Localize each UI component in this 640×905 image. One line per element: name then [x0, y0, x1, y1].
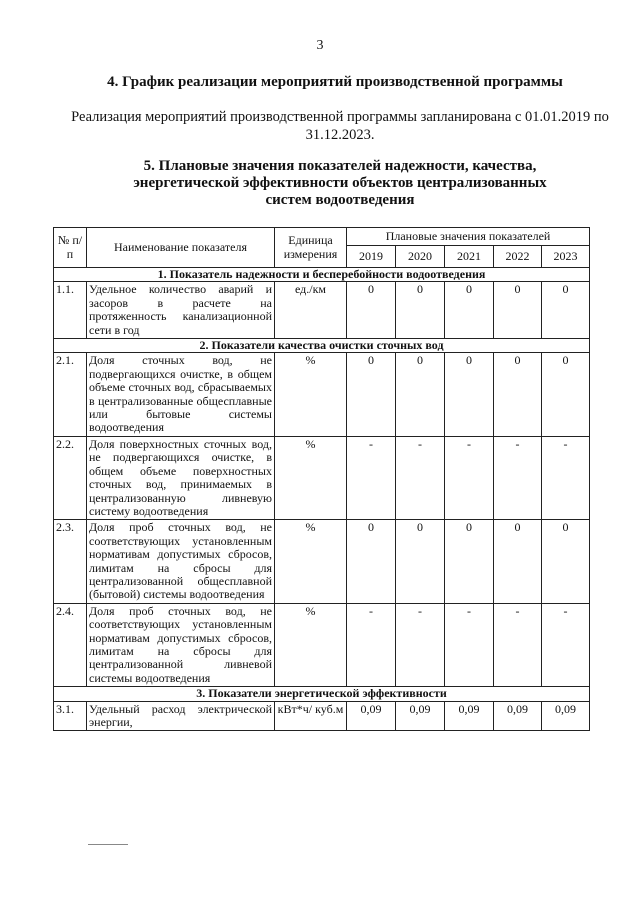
indicator-name: Удельное количество аварий и засоров в расчете на протяженность канализационной сети в год	[87, 282, 275, 339]
table-row	[54, 282, 590, 339]
section-row	[54, 268, 590, 282]
value: 0,09	[445, 701, 494, 731]
section-row	[54, 687, 590, 701]
value: 0	[445, 520, 494, 603]
unit: ед./км	[275, 282, 347, 339]
value: 0	[445, 282, 494, 339]
value: 0	[347, 353, 396, 436]
section-4-title: 4. График реализации мероприятий производственной программы	[107, 74, 563, 90]
value: -	[445, 603, 494, 686]
row-number: 2.4.	[54, 603, 87, 686]
value: -	[347, 603, 396, 686]
value: 0	[347, 282, 396, 339]
table-row	[54, 353, 590, 436]
unit: %	[275, 436, 347, 519]
row-number: 1.1.	[54, 282, 87, 339]
value: -	[396, 436, 445, 519]
table-row	[54, 603, 590, 686]
header-unit: Единица измерения	[275, 228, 347, 268]
value: 0,09	[347, 701, 396, 731]
row-number: 2.1.	[54, 353, 87, 436]
header-name: Наименование показателя	[87, 228, 275, 268]
unit: %	[275, 520, 347, 603]
section-row	[54, 339, 590, 353]
unit: кВт*ч/ куб.м	[275, 701, 347, 731]
value: 0,09	[542, 701, 590, 731]
value: 0	[494, 520, 542, 603]
header-year: 2023	[542, 246, 590, 268]
indicator-name: Удельный расход электрической энергии,	[87, 701, 275, 731]
decorative-mark	[88, 844, 128, 845]
value: 0	[542, 282, 590, 339]
value: 0	[347, 520, 396, 603]
row-number: 2.2.	[54, 436, 87, 519]
table-row	[54, 701, 590, 731]
section-4-text: Реализация мероприятий производственной программы запланирована с 01.01.2019 по 31.12.2023.	[71, 109, 609, 143]
indicator-name: Доля проб сточных вод, не соответствующих установленным нормативам допустимых сбросов, лимитам на сбросы для централизованной ливневой системы водоотведения	[87, 603, 275, 686]
value: 0,09	[396, 701, 445, 731]
section-title: 2. Показатели качества очистки сточных вод	[54, 339, 590, 353]
table-body	[54, 268, 590, 731]
table-row	[54, 520, 590, 603]
value: 0	[396, 520, 445, 603]
header-year: 2021	[445, 246, 494, 268]
value: -	[494, 436, 542, 519]
value: 0,09	[494, 701, 542, 731]
page-number: 3	[316, 38, 324, 53]
header-num: № п/п	[54, 228, 87, 268]
header-year: 2020	[396, 246, 445, 268]
value: 0	[445, 353, 494, 436]
value: 0	[542, 353, 590, 436]
value: 0	[494, 282, 542, 339]
indicators-table	[53, 227, 590, 731]
value: 0	[542, 520, 590, 603]
section-5-title-line3: систем водоотведения	[265, 192, 415, 208]
value: -	[445, 436, 494, 519]
unit: %	[275, 353, 347, 436]
indicator-name: Доля сточных вод, не подвергающихся очистке, в общем объеме сточных вод, сбрасываемых в централизованные общесплавные или бытовые системы водоотведения	[87, 353, 275, 436]
value: 0	[494, 353, 542, 436]
table-row	[54, 436, 590, 519]
value: -	[542, 436, 590, 519]
header-year: 2022	[494, 246, 542, 268]
header-year: 2019	[347, 246, 396, 268]
value: -	[347, 436, 396, 519]
value: 0	[396, 282, 445, 339]
value: -	[396, 603, 445, 686]
value: -	[542, 603, 590, 686]
value: -	[494, 603, 542, 686]
section-title: 1. Показатель надежности и бесперебойности водоотведения	[54, 268, 590, 282]
section-title: 3. Показатели энергетической эффективности	[54, 687, 590, 701]
value: 0	[396, 353, 445, 436]
row-number: 3.1.	[54, 701, 87, 731]
indicator-name: Доля поверхностных сточных вод, не подвергающихся очистке, в общем объеме поверхностных сточных вод, принимаемых в централизованную ливневую систему водоотведения	[87, 436, 275, 519]
section-5-title-line1: 5. Плановые значения показателей надежности, качества,	[143, 158, 537, 174]
indicator-name: Доля проб сточных вод, не соответствующих установленным нормативам допустимых сбросов, лимитам на сбросы для централизованной общесплавной (бытовой) системы водоотведения	[87, 520, 275, 603]
section-5-title-line2: энергетической эффективности объектов централизованных	[133, 175, 547, 191]
section-5-title	[60, 158, 620, 209]
row-number: 2.3.	[54, 520, 87, 603]
unit: %	[275, 603, 347, 686]
header-planned: Плановые значения показателей	[347, 228, 590, 246]
